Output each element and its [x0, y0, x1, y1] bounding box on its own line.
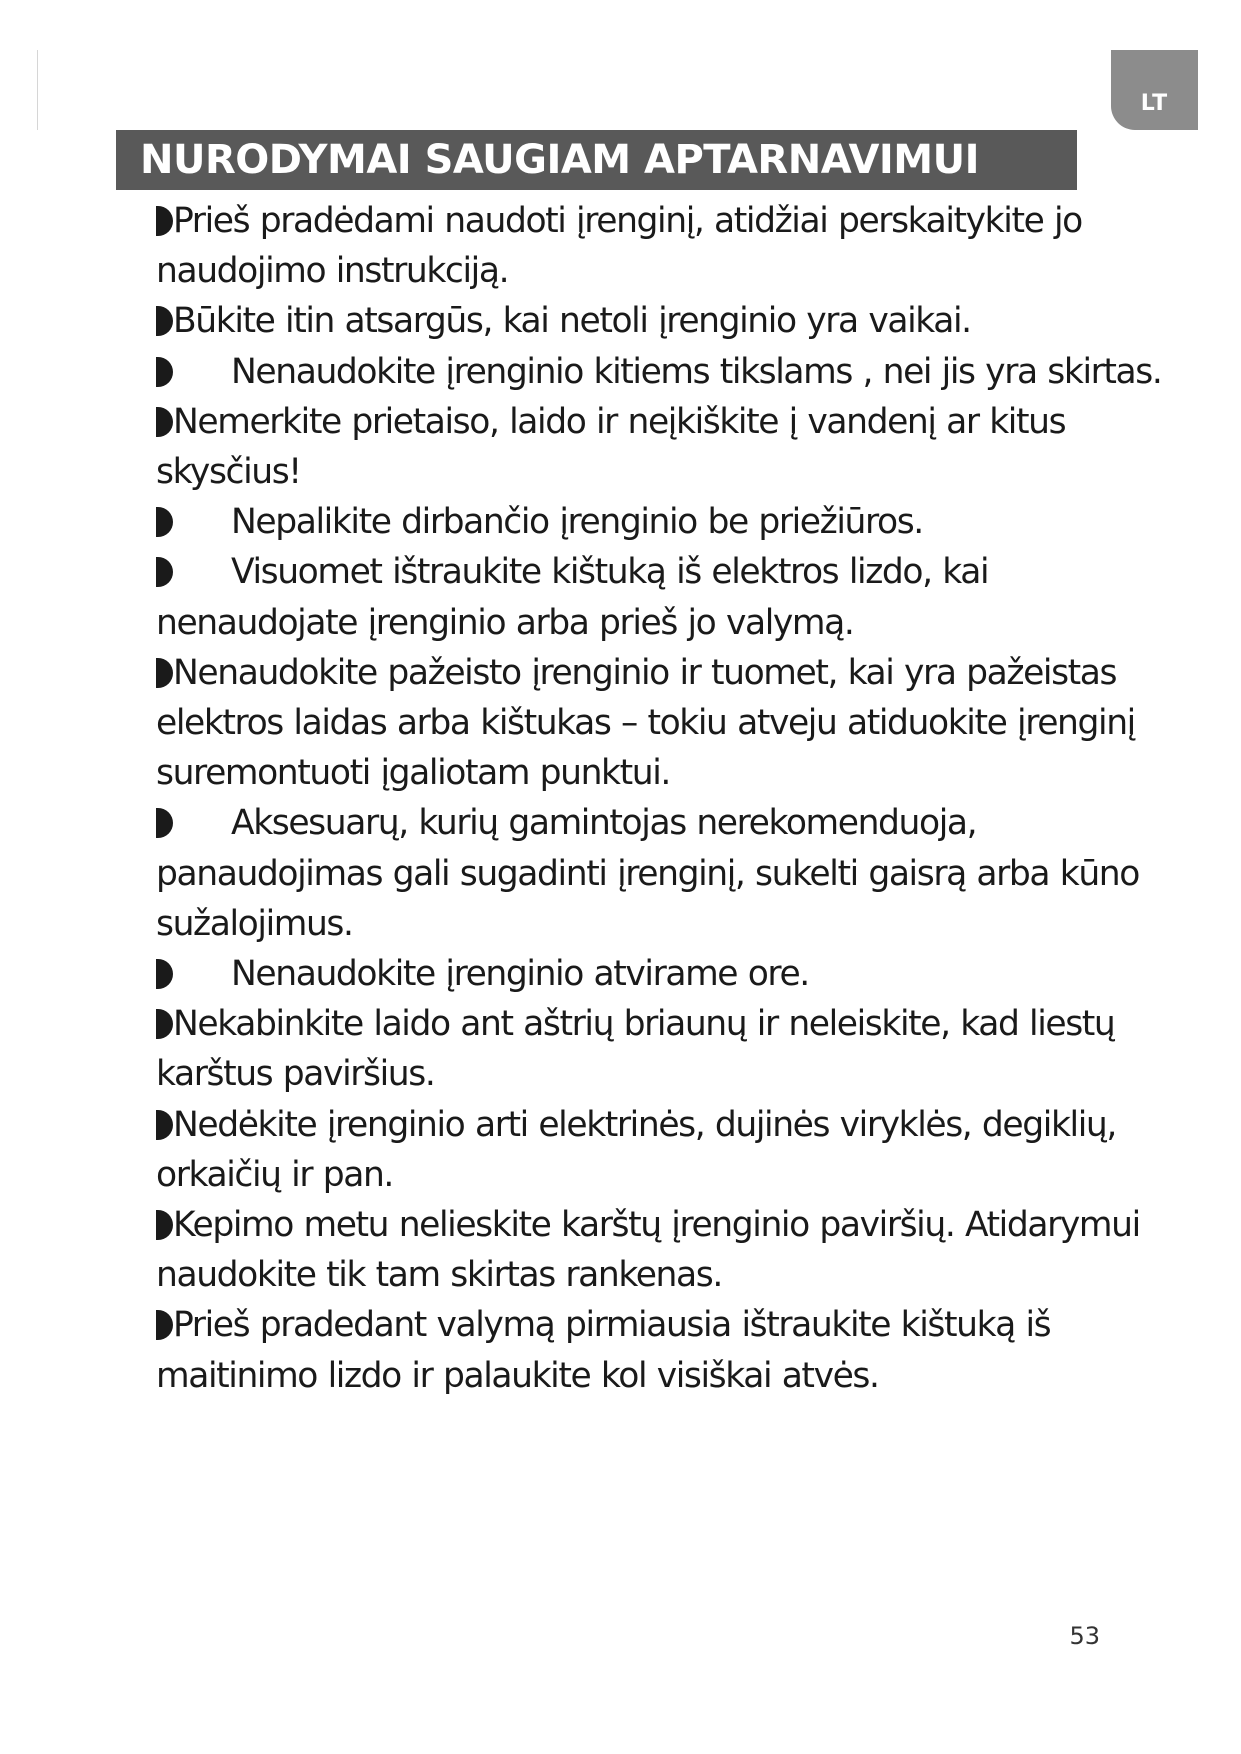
list-item [156, 798, 1166, 949]
instruction-text: Nedėkite įrenginio arti elektrinės, dujinės viryklės, degiklių, orkaičių ir pan. [156, 1104, 1116, 1195]
list-item [156, 196, 1166, 296]
instruction-text: Aksesuarų, kurių gamintojas nerekomenduoja, panaudojimas gali sugadinti įrenginį, sukelti gaisrą arba kūno sužalojimus. [156, 803, 1139, 944]
instruction-text: Nenaudokite įrenginio atvirame ore. [231, 954, 809, 995]
bullet-icon [156, 1310, 173, 1340]
list-item [156, 1200, 1166, 1300]
bullet-icon [156, 557, 173, 587]
list-item [156, 397, 1166, 497]
bullet-icon [156, 808, 173, 838]
safety-instructions-list [156, 196, 1166, 1401]
bullet-icon [156, 1009, 173, 1039]
bullet-icon [156, 306, 173, 336]
list-item [156, 347, 1166, 397]
bullet-icon [156, 1110, 173, 1140]
instruction-text: Nekabinkite laido ant aštrių briaunų ir neleiskite, kad liestų karštus paviršius. [156, 1004, 1115, 1095]
instruction-text: Nenaudokite įrenginio kitiems tikslams , nei jis yra skirtas. [231, 351, 1162, 392]
language-tab: LT [1111, 50, 1198, 130]
instruction-text: Prieš pradėdami naudoti įrenginį, atidžiai perskaitykite jo naudojimo instrukciją. [156, 201, 1082, 292]
bullet-icon [156, 658, 173, 688]
list-item [156, 547, 1166, 647]
margin-rule [37, 50, 38, 130]
bullet-icon [156, 507, 173, 537]
list-item [156, 1300, 1166, 1400]
bullet-icon [156, 1210, 173, 1240]
bullet-icon [156, 357, 173, 387]
list-item [156, 296, 1166, 346]
page-number: 53 [1069, 1622, 1100, 1650]
instruction-text: Nenaudokite pažeisto įrenginio ir tuomet, kai yra pažeistas elektros laidas arba kištukas – tokiu atveju atiduokite įrenginį suremontuoti įgaliotam punktui. [156, 652, 1135, 794]
instruction-text: Visuomet ištraukite kištuką iš elektros lizdo, kai nenaudojate įrenginio arba prieš jo valymą. [156, 552, 989, 643]
bullet-icon [156, 206, 173, 236]
instruction-text: Kepimo metu nelieskite karštų įrenginio paviršių. Atidarymui naudokite tik tam skirtas rankenas. [156, 1205, 1140, 1296]
list-item [156, 1100, 1166, 1200]
list-item [156, 999, 1166, 1099]
instruction-text: Būkite itin atsargūs, kai netoli įrenginio yra vaikai. [173, 301, 971, 342]
bullet-icon [156, 959, 173, 989]
instruction-text: Prieš pradedant valymą pirmiausia ištraukite kištuką iš maitinimo lizdo ir palaukite kol visiškai atvės. [156, 1305, 1051, 1396]
list-item [156, 648, 1166, 799]
instruction-text: Nemerkite prietaiso, laido ir neįkiškite į vandenį ar kitus skysčius! [156, 401, 1066, 493]
list-item [156, 497, 1166, 547]
bullet-icon [156, 407, 173, 437]
section-title: NURODYMAI SAUGIAM APTARNAVIMUI [116, 130, 1077, 190]
list-item [156, 949, 1166, 999]
instruction-text: Nepalikite dirbančio įrenginio be priežiūros. [231, 502, 923, 543]
